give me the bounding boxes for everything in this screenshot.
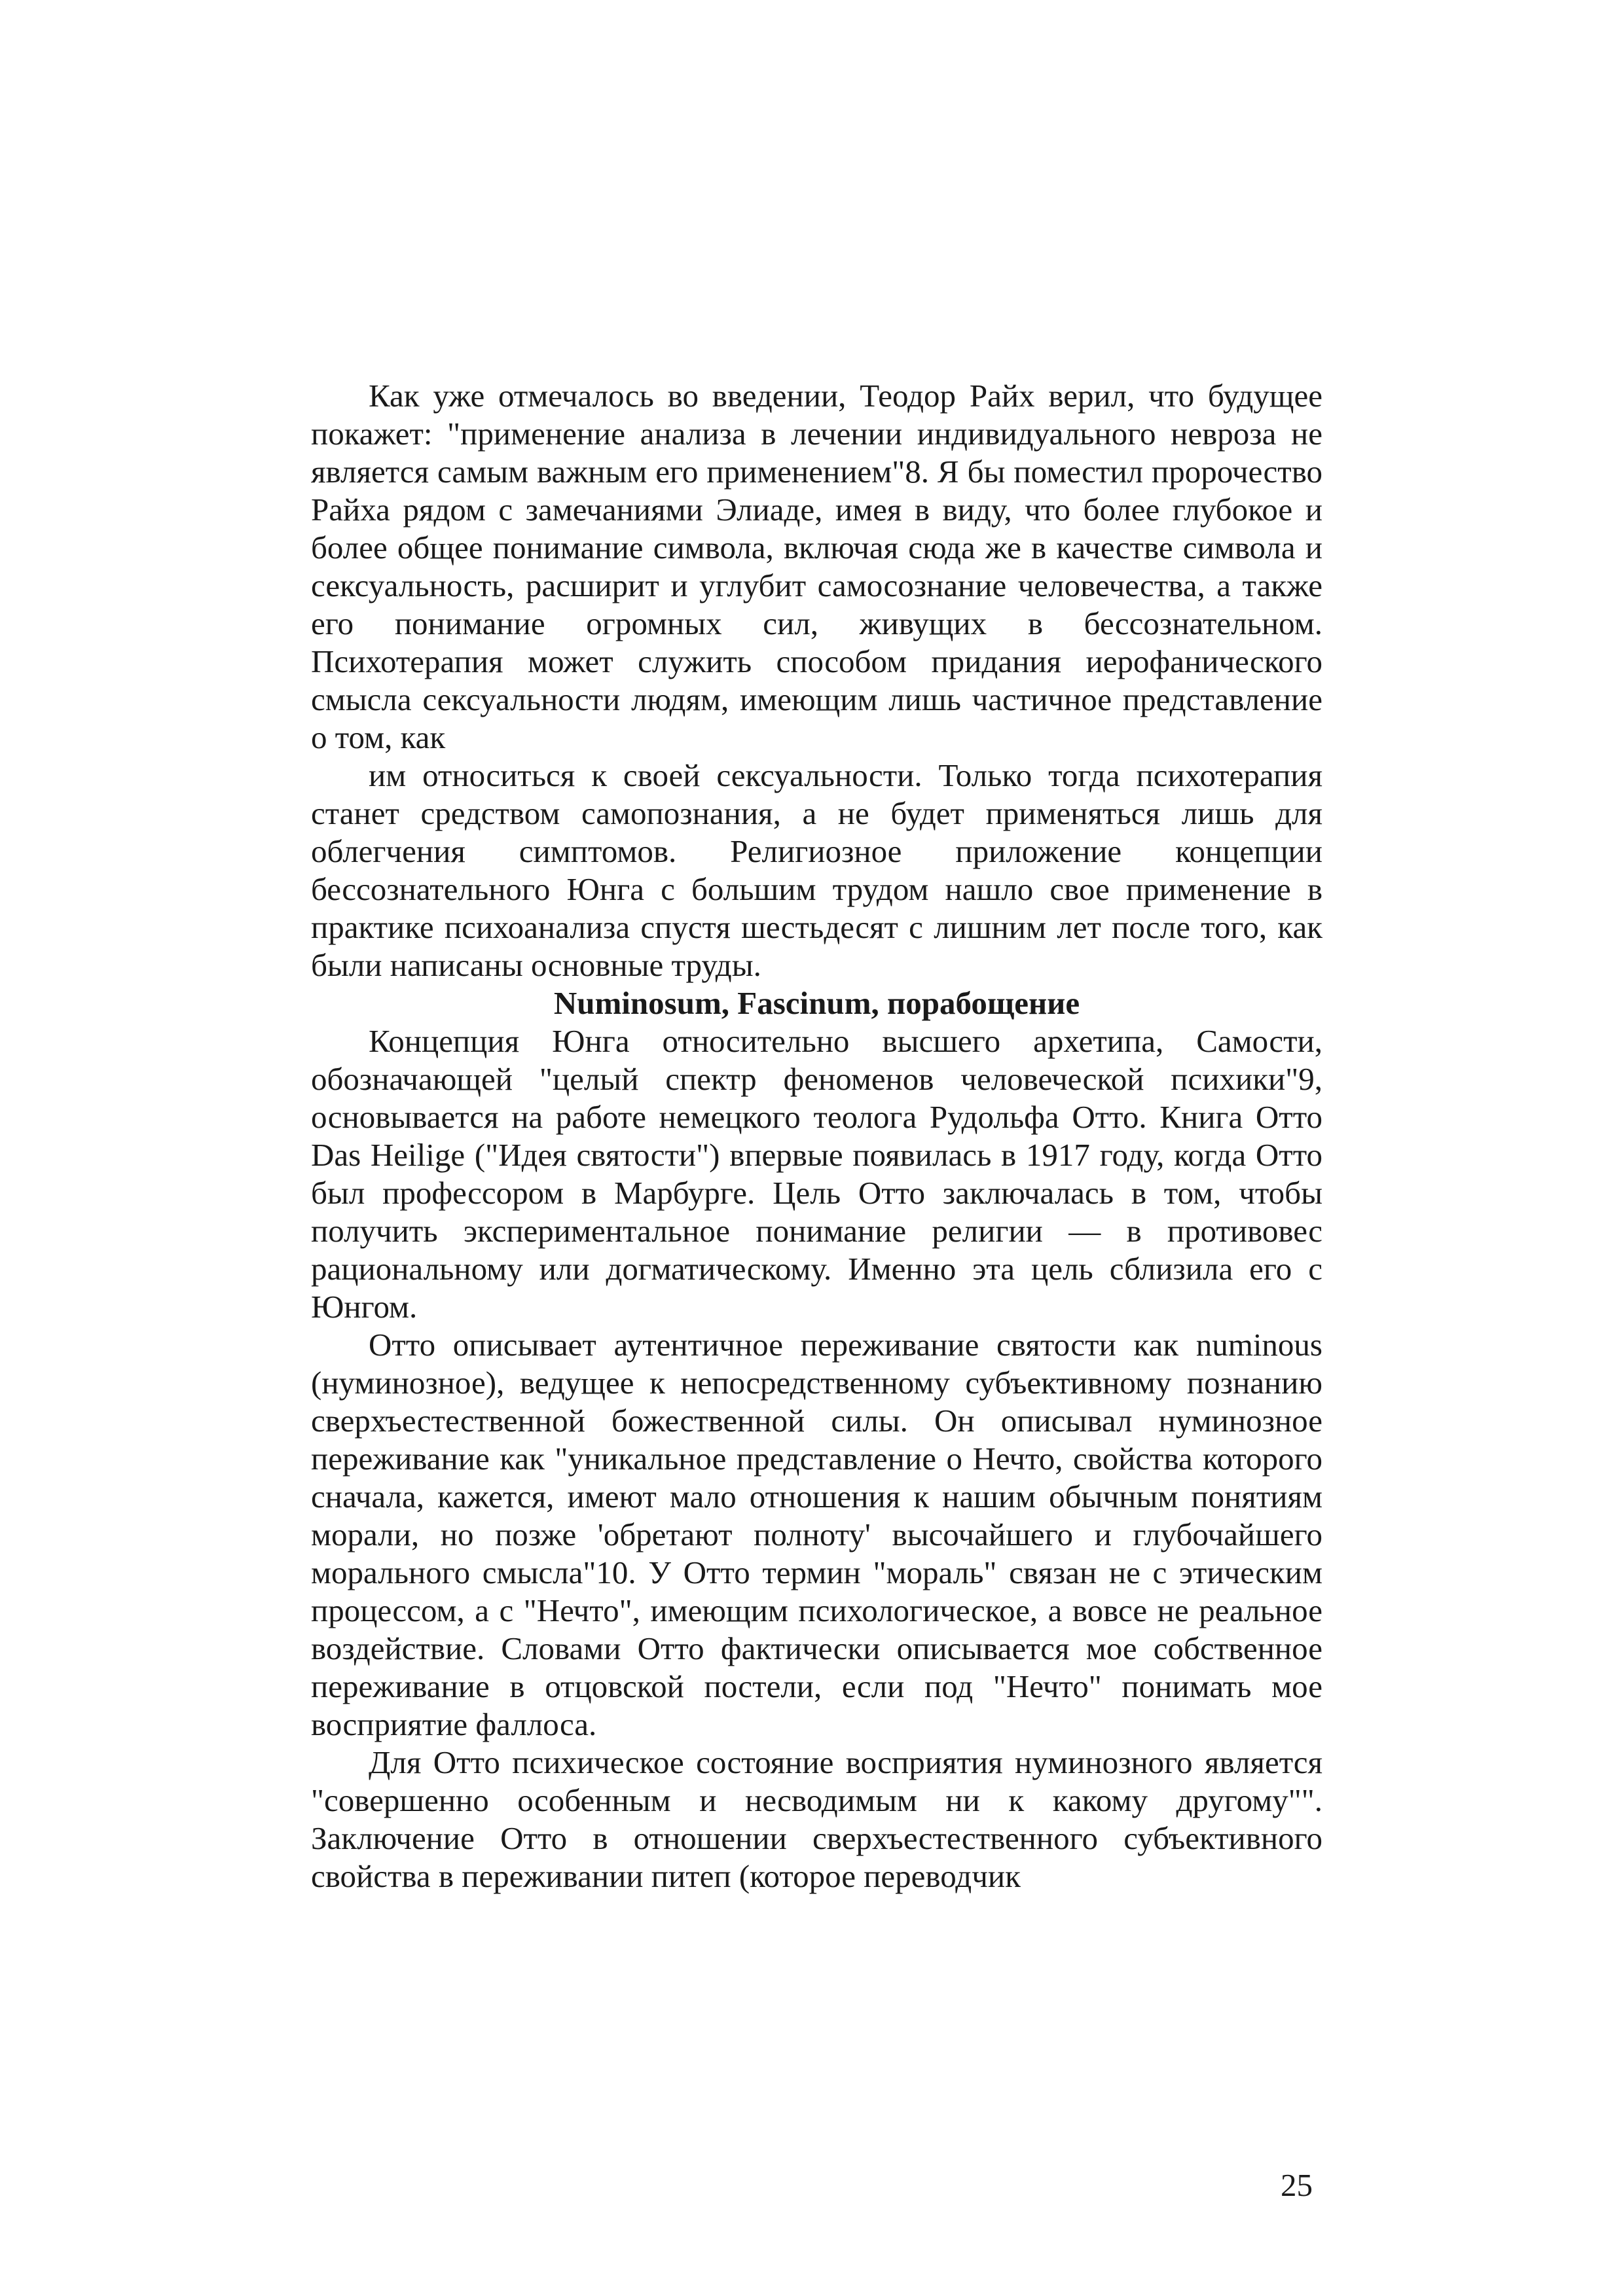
page-number: 25 [1281, 2167, 1313, 2203]
page-body [311, 377, 1322, 1895]
paragraph-reich-prophecy: Как уже отмечалось во введении, Теодор Райх верил, что будущее покажет: "применение анализа в лечении индивидуального невроза не является самым важным его применением"8. Я бы поместил пророчество Райха рядом с замечаниями Элиаде, имея в виду, что более глубокое и более общее понимание символа, включая сюда же в качестве символа и сексуальность, расширит и углубит самосознание человечества, а также его понимание огромных сил, живущих в бессознательном. Психотерапия может служить способом придания иерофанического смысла сексуальности людям, имеющим лишь частичное представление о том, как [311, 378, 1322, 755]
paragraph-otto-conclusion: Для Отто психическое состояние восприятия нуминозного является "совершенно особенным и несводимым ни к какому другому"". Заключение Отто в отношении сверхъестественного субъективного свойства в переживании питеп (которое переводчик [311, 1744, 1322, 1894]
section-heading: Numinosum, Fascinum, порабощение [553, 985, 1080, 1021]
paragraph-otto-numinous: Отто описывает аутентичное переживание святости как numinous (нуминозное), ведущее к непосредственному субъективному познанию сверхъестественной божественной силы. Он описывал нуминозное переживание как "уникальное представление о Нечто, свойства которого сначала, кажется, имеют мало отношения к нашим обычным понятиям морали, но позже 'обретают полноту' высочайшего и глубочайшего морального смысла"10. У Отто термин "мораль" связан не с этическим процессом, а с "Нечто", имеющим психологическое, а вовсе не реальное воздействие. Словами Отто фактически описывается мое собственное переживание в отцовской постели, если под "Нечто" понимать мое восприятие фаллоса. [311, 1327, 1322, 1742]
paragraph-jung-self: Концепция Юнга относительно высшего архетипа, Самости, обозначающей "целый спектр феноменов человеческой психики"9, основывается на работе немецкого теолога Рудольфа Отто. Книга Отто Das Heilige ("Идея святости") впервые появилась в 1917 году, когда Отто был профессором в Марбурге. Цель Отто заключалась в том, чтобы получить экспериментальное понимание религии — в противовес рациональному или догматическому. Именно эта цель сблизила его с Юнгом. [311, 1023, 1322, 1325]
paragraph-psychotherapy: им относиться к своей сексуальности. Только тогда психотерапия станет средством самопознания, а не будет применяться лишь для облегчения симптомов. Религиозное приложение концепции бессознательного Юнга с большим трудом нашло свое применение в практике психоанализа спустя шестьдесят с лишним лет после того, как были написаны основные труды. [311, 757, 1322, 983]
